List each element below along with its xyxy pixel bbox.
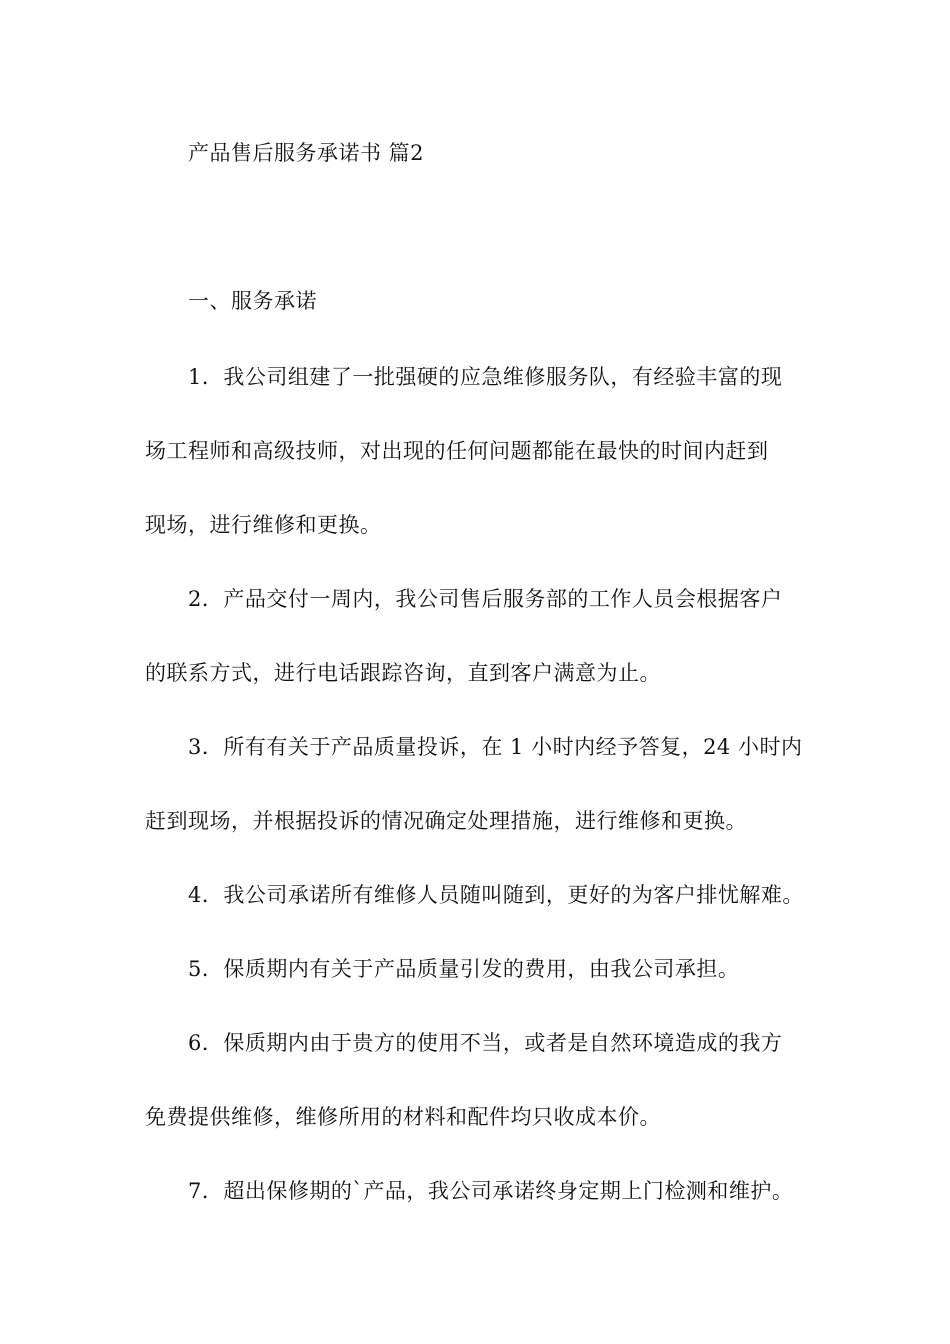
paragraph-line: 现场，进行维修和更换。 bbox=[145, 513, 382, 537]
paragraph-line: 7．超出保修期的`产品，我公司承诺终身定期上门检测和维护。 bbox=[188, 1179, 794, 1203]
section-heading: 一、服务承诺 bbox=[188, 289, 317, 313]
paragraph-line: 3．所有有关于产品质量投诉，在 1 小时内经予答复，24 小时内 bbox=[188, 735, 803, 759]
paragraph-line: 赶到现场，并根据投诉的情况确定处理措施，进行维修和更换。 bbox=[145, 809, 747, 833]
document-title: 产品售后服务承诺书 篇2 bbox=[188, 141, 425, 165]
paragraph-line: 场工程师和高级技师，对出现的任何问题都能在最快的时间内赶到 bbox=[145, 439, 769, 463]
paragraph-line: 免费提供维修，维修所用的材料和配件均只收成本价。 bbox=[145, 1105, 661, 1129]
paragraph-line: 5．保质期内有关于产品质量引发的费用，由我公司承担。 bbox=[188, 957, 740, 981]
paragraph-line: 1．我公司组建了一批强硬的应急维修服务队，有经验丰富的现 bbox=[188, 365, 783, 389]
paragraph-line: 2．产品交付一周内，我公司售后服务部的工作人员会根据客户 bbox=[188, 587, 783, 611]
paragraph-line: 6．保质期内由于贵方的使用不当，或者是自然环境造成的我方 bbox=[188, 1031, 783, 1055]
paragraph-line: 4．我公司承诺所有维修人员随叫随到，更好的为客户排忧解难。 bbox=[188, 883, 804, 907]
paragraph-line: 的联系方式，进行电话跟踪咨询，直到客户满意为止。 bbox=[145, 661, 661, 685]
